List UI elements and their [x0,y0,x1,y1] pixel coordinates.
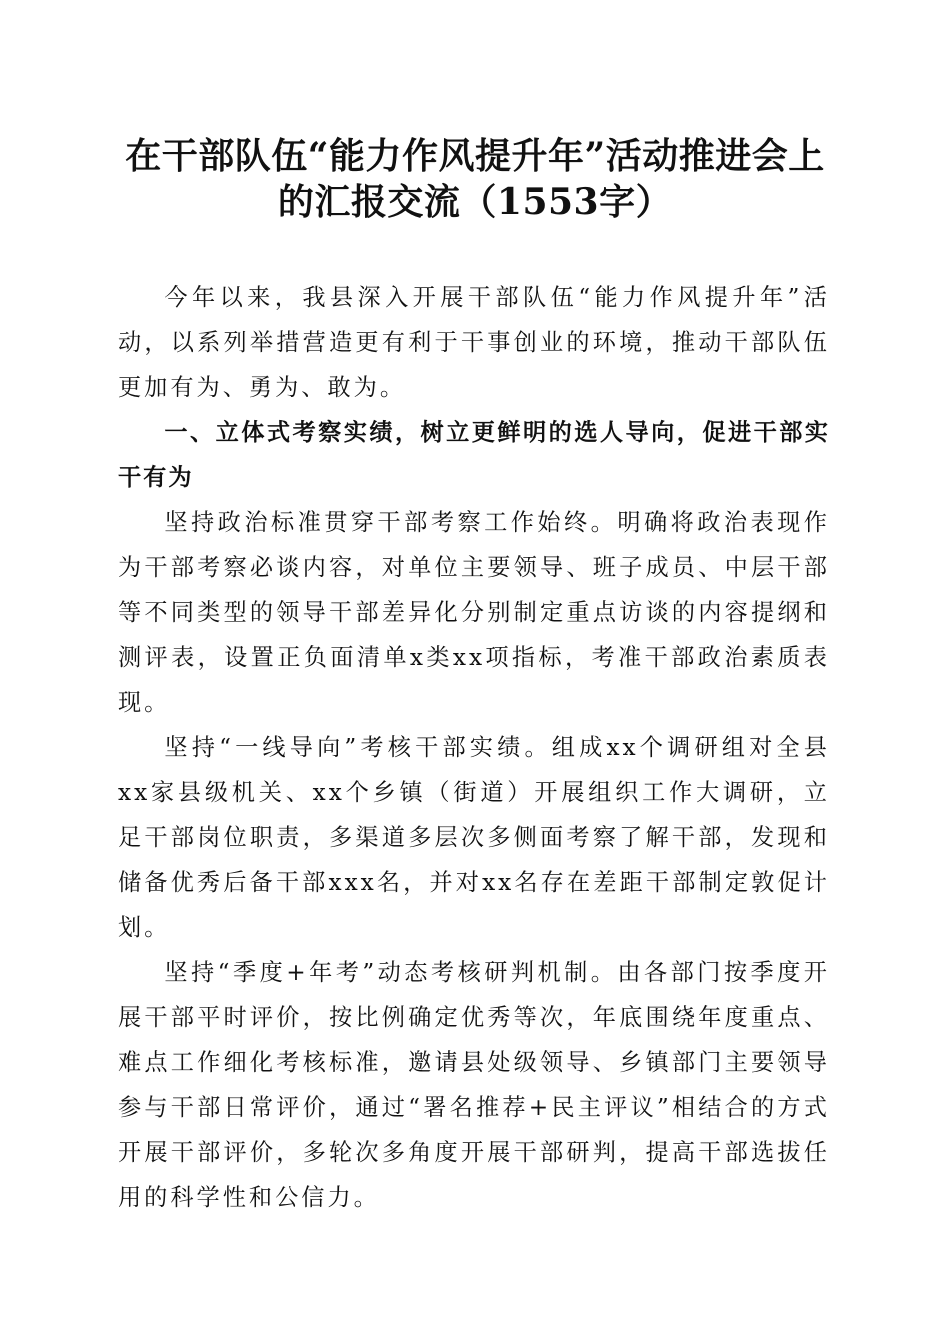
intro-paragraph: 今年以来，我县深入开展干部队伍“能力作风提升年”活动，以系列举措营造更有利于干事创业的环境，推动干部队伍更加有为、勇为、敢为。 [118,284,830,401]
document-title [100,133,850,225]
body-paragraph-dynamic-assessment: 坚持“季度+年考”动态考核研判机制。由各部门按季度开展干部平时评价，按比例确定优秀等次，年底围绕年度重点、难点工作细化考核标准，邀请县处级领导、乡镇部门主要领导参与干部日常评价，通过“署名推荐+民主评议”相结合的方式开展干部评价，多轮次多角度开展干部研判，提高干部选拔任用的科学性和公信力。 [118,959,830,1211]
document-title-line-1: 在干部队伍“能力作风提升年”活动推进会上 [125,135,825,177]
document-title-line-2: 的汇报交流（1553字） [277,181,673,223]
body-paragraph-political-standard: 坚持政治标准贯穿干部考察工作始终。明确将政治表现作为干部考察必谈内容，对单位主要领导、班子成员、中层干部等不同类型的领导干部差异化分别制定重点访谈的内容提纲和测评表，设置正负面清单x类xx项指标，考准干部政治素质表现。 [118,509,830,716]
document-body [118,275,830,1220]
section-heading-1: 一、立体式考察实绩，树立更鲜明的选人导向，促进干部实干有为 [118,419,830,491]
body-paragraph-frontline-assessment: 坚持“一线导向”考核干部实绩。组成xx个调研组对全县xx家县级机关、xx个乡镇（街道）开展组织工作大调研，立足干部岗位职责，多渠道多层次多侧面考察了解干部，发现和储备优秀后备干部xxx名，并对xx名存在差距干部制定敦促计划。 [118,734,830,941]
